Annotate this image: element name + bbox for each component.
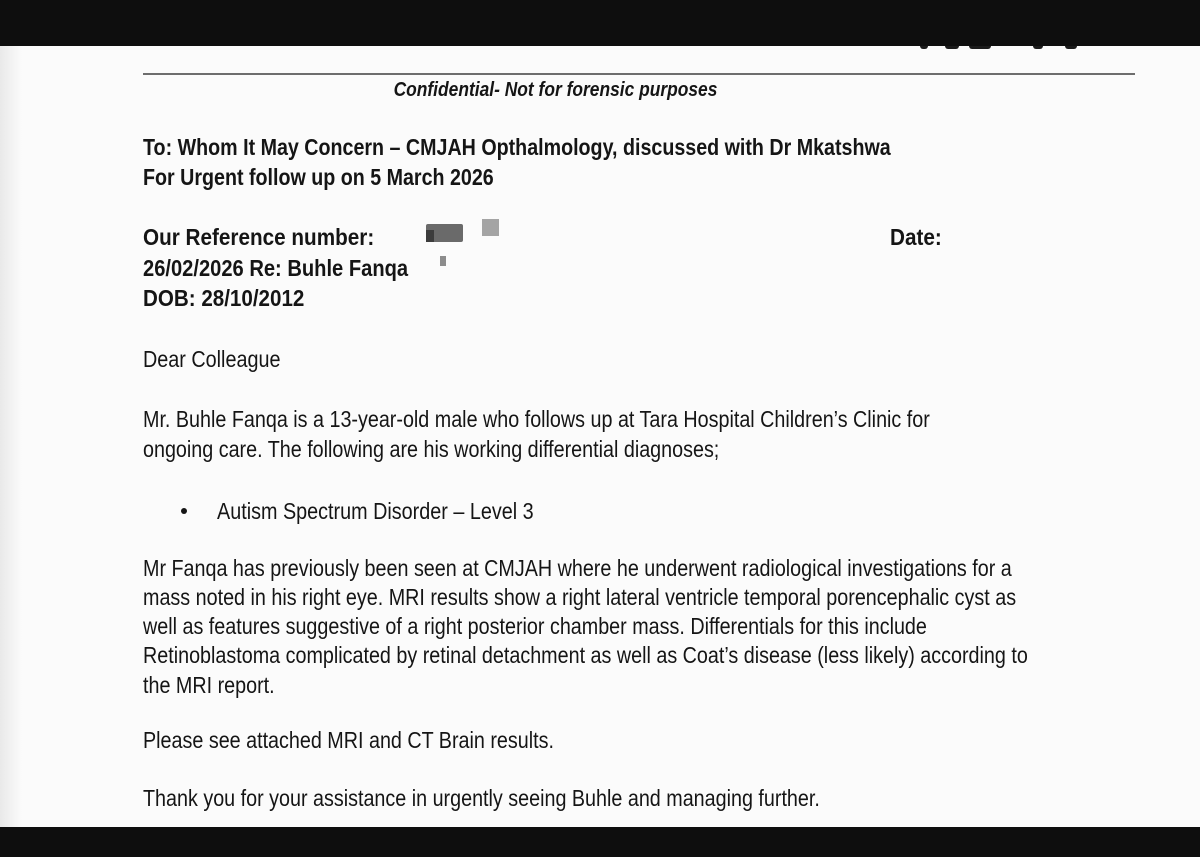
confidential-notice: Confidential- Not for forensic purposes [393,79,718,101]
redaction-block [482,219,499,236]
history-line: mass noted in his right eye. MRI results show a right lateral ventricle temporal porencephalic cyst as [143,584,1017,610]
history-line: the MRI report. [143,672,275,698]
redaction-block [426,230,434,242]
page-edge-shadow [0,46,22,827]
urgent-followup-line: For Urgent follow up on 5 March 2026 [143,164,494,190]
reference-number-label: Our Reference number: [143,224,375,250]
closing-line: Thank you for your assistance in urgently seeing Buhle and managing further. [143,785,820,811]
history-line: Retinoblastoma complicated by retinal detachment as well as Coat’s disease (less likely) according to [143,642,1028,668]
re-line: 26/02/2026 Re: Buhle Fanqa [143,255,409,281]
recipient-line: To: Whom It May Concern – CMJAH Opthalmology, discussed with Dr Mkatshwa [143,134,891,160]
diagnosis-list-item: Autism Spectrum Disorder – Level 3 [217,498,534,524]
header-rule [143,73,1135,75]
history-line: Mr Fanqa has previously been seen at CMJAH where he underwent radiological investigations for a [143,555,1012,581]
text-erasure-mark [529,162,549,172]
dob-line: DOB: 28/10/2012 [143,285,305,311]
date-label: Date: [890,224,942,250]
cropped-header-text [915,46,1085,52]
bullet-icon [181,508,187,514]
intro-line: ongoing care. The following are his working differential diagnoses; [143,436,720,462]
salutation: Dear Colleague [143,346,281,372]
top-black-bar [0,0,1200,46]
redaction-block [440,256,446,266]
intro-line: Mr. Buhle Fanqa is a 13-year-old male who follows up at Tara Hospital Children’s Clinic for [143,406,930,432]
bottom-black-bar [0,827,1200,857]
history-line: well as features suggestive of a right posterior chamber mass. Differentials for this include [143,613,927,639]
attachment-note: Please see attached MRI and CT Brain results. [143,727,554,753]
